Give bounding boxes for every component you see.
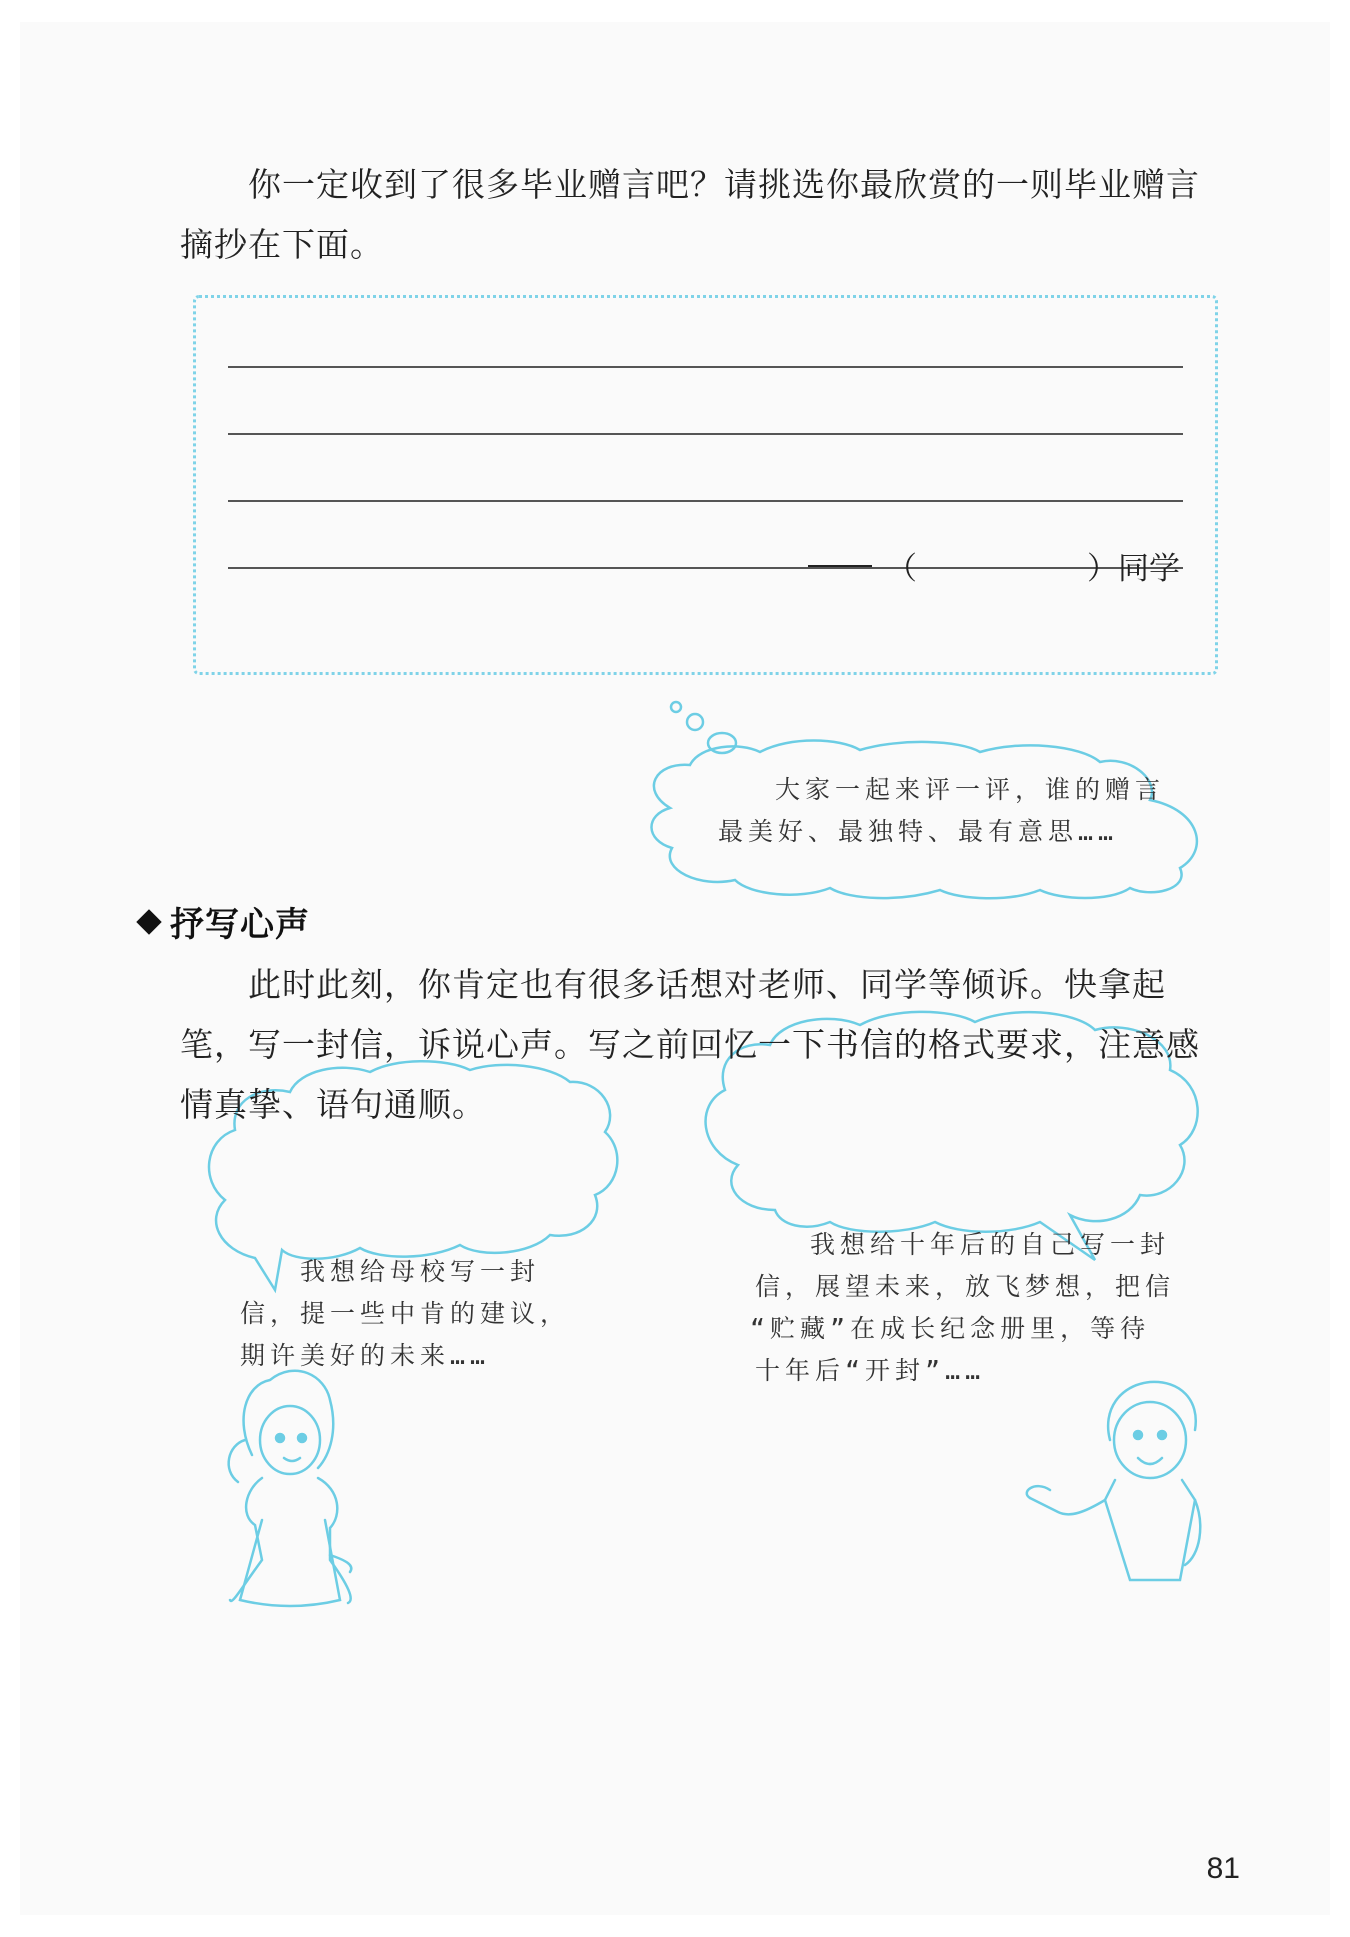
girl-ponytail: [229, 1440, 245, 1482]
boy-bubble-line-1: 我想给十年后的自己写一封: [810, 1230, 1171, 1259]
letter-instructions-paragraph: 此时此刻，你肯定也有很多话想对老师、同学等倾诉。快拿起笔，写一封信，诉说心声。写之前回忆一下书信的格式要求，注意感情真挚、语句通顺。: [180, 965, 1200, 1124]
boy-bubble-line-3: “贮藏”在成长纪念册里，等待: [750, 1314, 1151, 1343]
boy-bubble-line-2: 信，展望未来，放飞梦想，把信: [755, 1272, 1176, 1301]
girl-dress: [240, 1520, 340, 1606]
girl-hair: [244, 1371, 334, 1468]
section-heading: [140, 897, 310, 946]
page-number: 81: [1206, 1852, 1240, 1885]
boy-left-hand: [1027, 1486, 1050, 1498]
thought-dot-small: [671, 702, 681, 712]
girl-right-sleeve: [318, 1478, 351, 1603]
thought-bubble-line-1: 大家一起来评一评，谁的赠言: [775, 775, 1166, 804]
girl-face: [260, 1406, 320, 1474]
girl-illustration: [229, 1371, 352, 1606]
girl-bubble-line-1: 我想给母校写一封: [300, 1257, 541, 1286]
signature-open-paren: （: [886, 551, 917, 587]
boy-bubble-line-4: 十年后“开封”……: [755, 1356, 986, 1385]
boy-illustration: [1027, 1382, 1200, 1580]
section-title: 抒写心声: [170, 905, 310, 945]
girl-bubble-line-2: 信，提一些中肯的建议，: [240, 1299, 571, 1328]
signature-close-paren: ）: [1087, 551, 1118, 587]
boy-left-arm: [1030, 1498, 1105, 1514]
boy-hair: [1108, 1382, 1196, 1440]
boy-face: [1114, 1402, 1186, 1478]
intro-paragraph: 你一定收到了很多毕业赠言吧？请挑选你最欣赏的一则毕业赠言摘抄在下面。: [180, 165, 1200, 264]
diamond-bullet-icon: [136, 909, 161, 934]
girl-bubble-line-3: 期许美好的未来……: [240, 1341, 491, 1370]
thought-dot-medium: [687, 714, 703, 730]
signature-suffix: 同学: [1118, 551, 1180, 587]
thought-bubble-line-2: 最美好、最独特、最有意思……: [718, 817, 1119, 846]
boy-shirt: [1105, 1480, 1195, 1580]
